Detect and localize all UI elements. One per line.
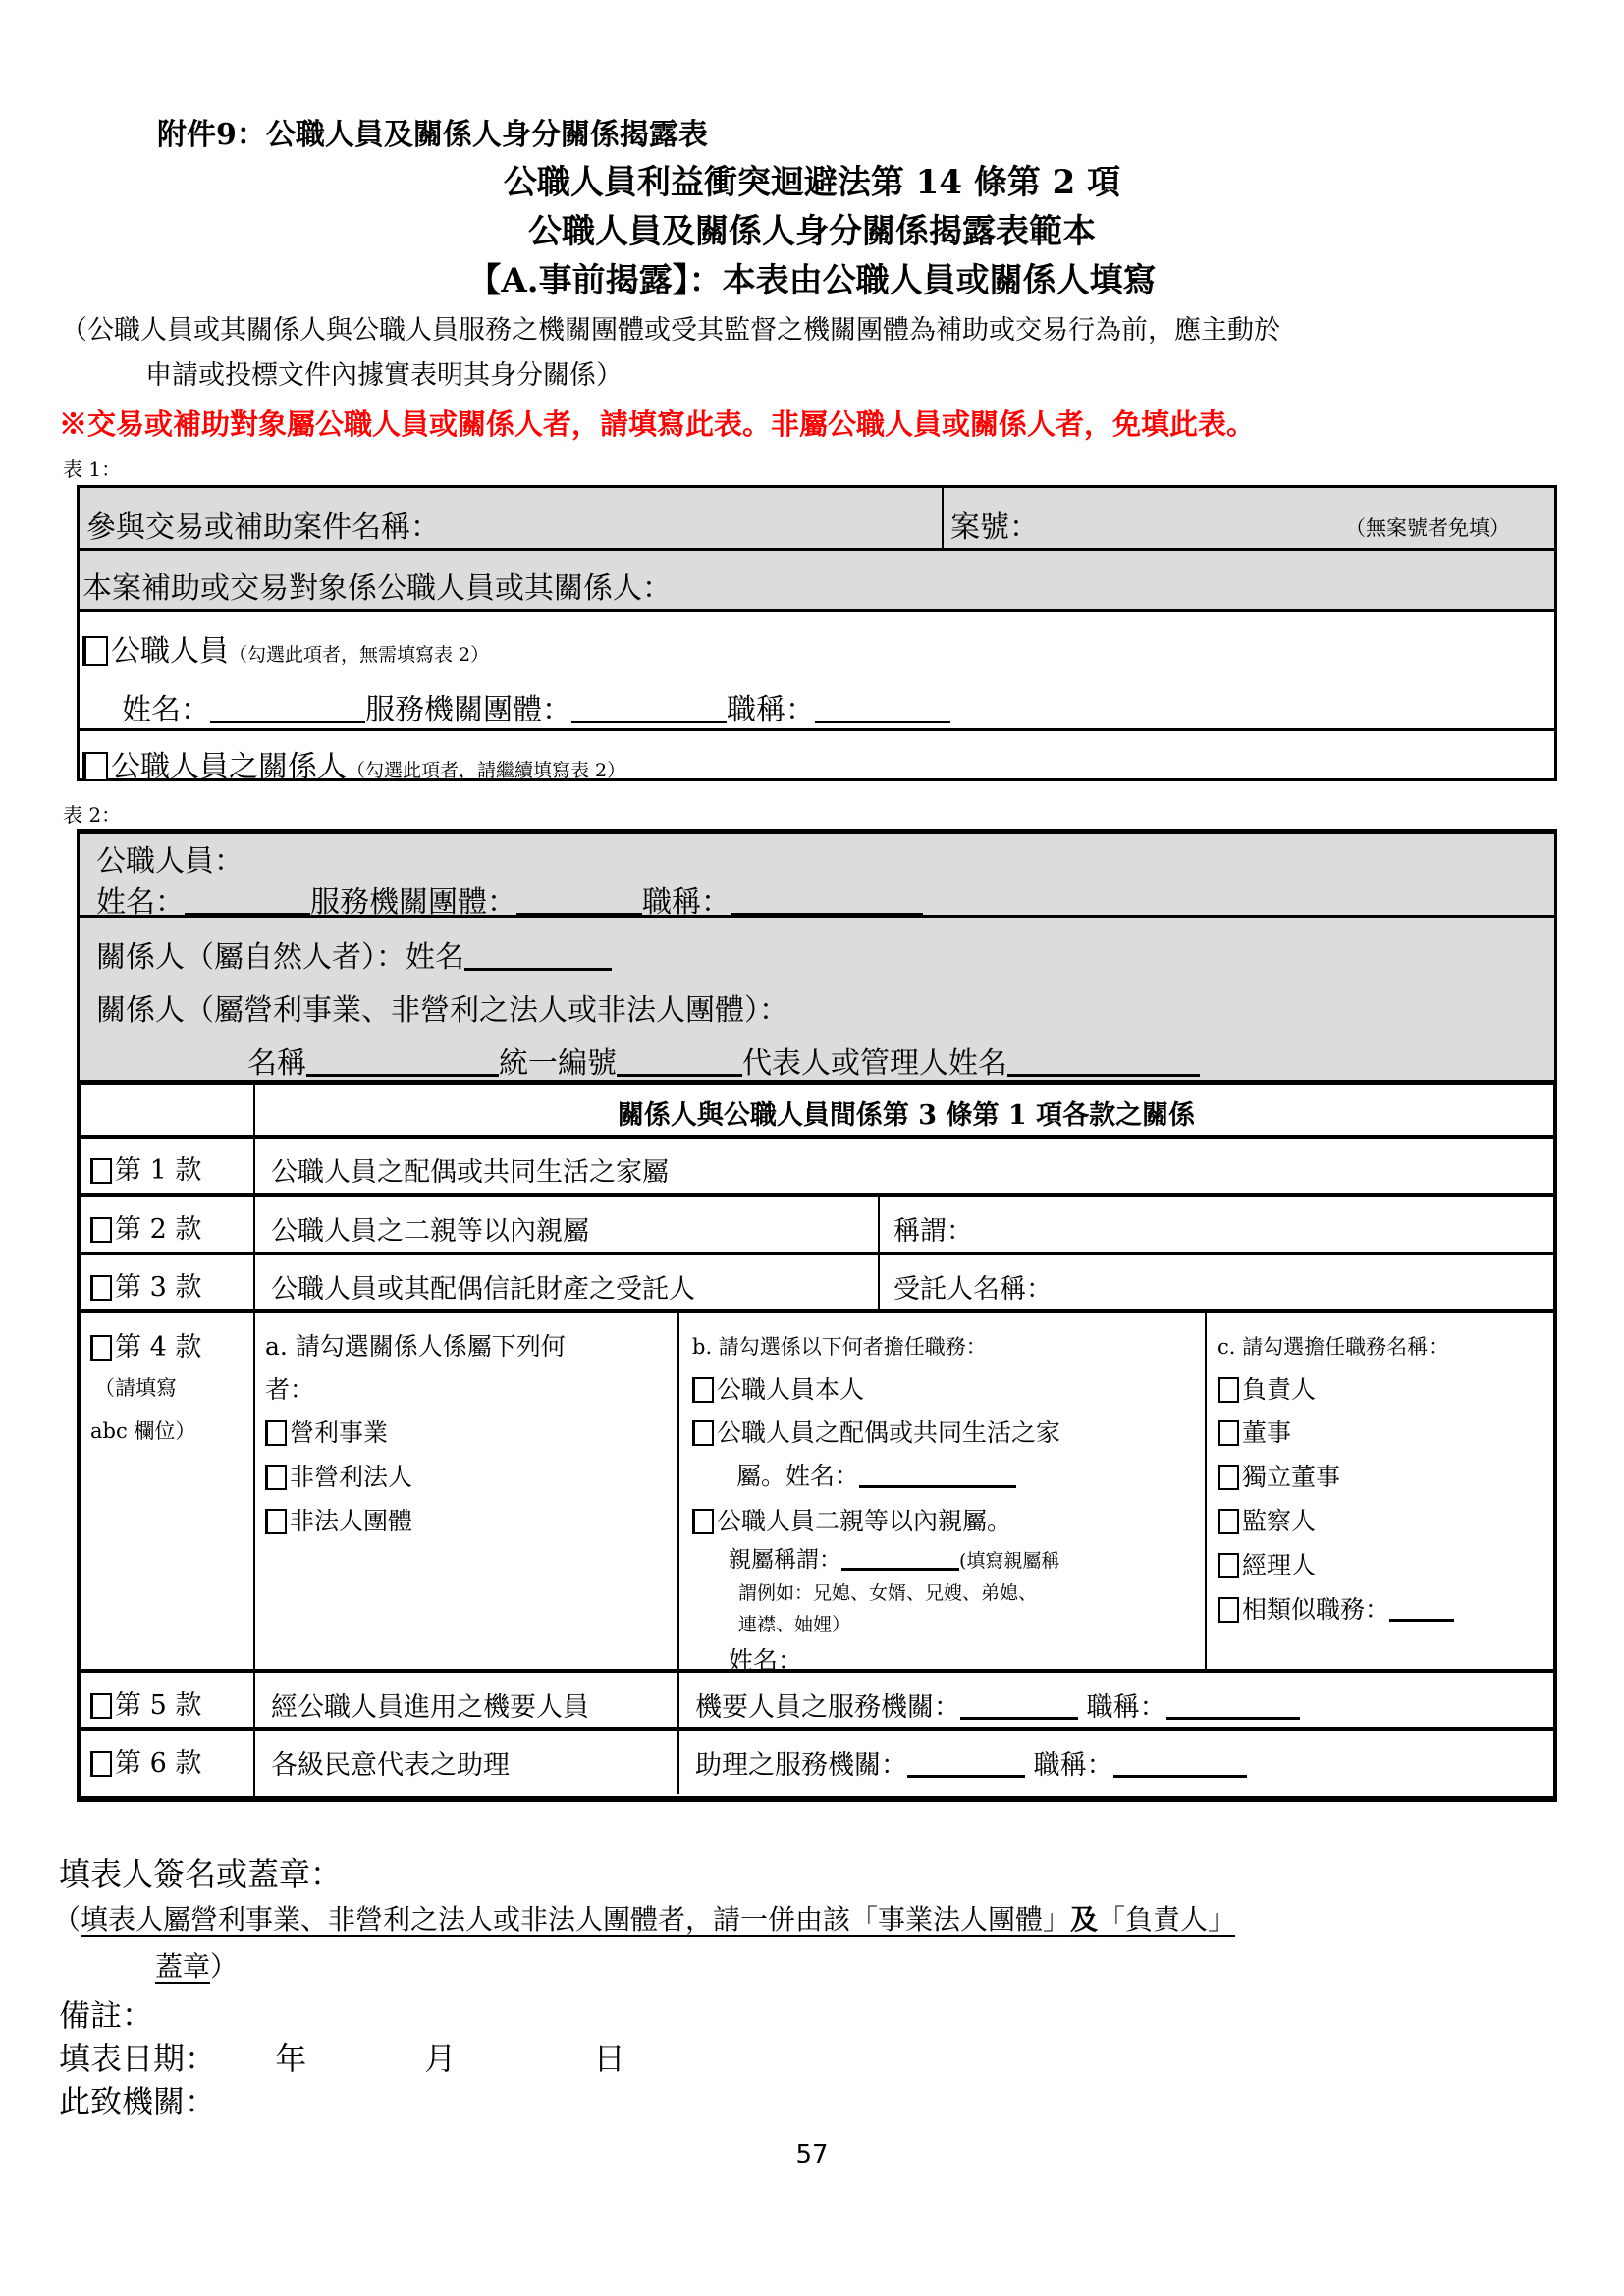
official-title-label: 職稱：	[727, 693, 815, 727]
col-b-option-self[interactable]	[692, 1370, 864, 1406]
col-a-title: a. 請勾選關係人係屬下列何	[265, 1332, 566, 1361]
col-a-title-2: 者：	[265, 1375, 315, 1404]
clause-4-checkbox[interactable]	[90, 1335, 112, 1361]
col-c-option-supervisor[interactable]	[1218, 1502, 1316, 1537]
option-related[interactable]	[82, 742, 625, 785]
kin-hint-2: 謂例如：兄媳、女婿、兄嫂、弟媳、	[738, 1582, 1038, 1604]
official-name-input[interactable]	[185, 890, 310, 916]
clause-5-agency-input[interactable]	[960, 1694, 1078, 1720]
subject-label: 本案補助或交易對象係公職人員或其關係人：	[82, 571, 672, 606]
checkbox[interactable]	[265, 1420, 287, 1446]
relative-name-label: 姓名：	[729, 1646, 803, 1675]
month-label: 月	[424, 2040, 457, 2077]
official-title-input[interactable]	[815, 698, 950, 723]
case-number-field[interactable]: 案號：	[950, 510, 1039, 545]
divider	[942, 488, 944, 549]
clause-5-title-input[interactable]	[1166, 1694, 1300, 1720]
org-info-row	[247, 1039, 1200, 1082]
option-label: 董事	[1242, 1418, 1292, 1447]
checkbox[interactable]	[692, 1420, 714, 1446]
checkbox[interactable]	[1218, 1465, 1239, 1490]
clause-6-title-label: 職稱：	[1033, 1750, 1113, 1781]
table1-label: 表 1：	[63, 457, 122, 481]
official-agency-input[interactable]	[516, 890, 642, 916]
clause-1[interactable]	[90, 1148, 201, 1187]
checkbox[interactable]	[1218, 1597, 1239, 1623]
official-agency-label: 服務機關團體：	[365, 693, 571, 727]
org-name-input[interactable]	[306, 1051, 499, 1077]
clause-1-checkbox[interactable]	[90, 1158, 112, 1184]
clause-1-desc: 公職人員之配偶或共同生活之家屬	[271, 1157, 669, 1188]
signature-note-and: 及	[1070, 1903, 1099, 1936]
checkbox[interactable]	[1218, 1377, 1239, 1403]
official-label: 公職人員	[111, 634, 229, 668]
clause-2-desc: 公職人員之二親等以內親屬	[271, 1216, 589, 1247]
official-details	[122, 685, 950, 728]
divider	[77, 1135, 1557, 1139]
relative-name-input[interactable]	[802, 1647, 967, 1673]
col-b-kin-title	[729, 1541, 1059, 1574]
clause-5-label: 第 5 款	[115, 1690, 202, 1721]
org-name-label: 名稱	[247, 1046, 306, 1081]
official-name-input[interactable]	[210, 698, 365, 723]
paren-open: （	[53, 1903, 81, 1936]
signature-note-stamp: 蓋章	[155, 1950, 211, 1983]
col-c-option-similar[interactable]	[1218, 1590, 1454, 1626]
natural-person-row	[96, 933, 612, 976]
checkbox[interactable]	[692, 1509, 714, 1534]
table2-label: 表 2：	[63, 803, 122, 827]
clause-4-note: （請填寫	[94, 1376, 177, 1400]
clause-5[interactable]	[90, 1683, 201, 1722]
clause-4[interactable]	[90, 1325, 201, 1363]
related-hint: （勾選此項者，請繼續填寫表 2）	[347, 760, 626, 781]
col-a-option-nonprofit[interactable]	[265, 1458, 412, 1493]
divider	[77, 1309, 1557, 1313]
divider	[77, 728, 1557, 731]
option-label: 監察人	[1242, 1507, 1317, 1535]
org-rep-label: 代表人或管理人姓名	[742, 1046, 1007, 1081]
official-title-input[interactable]	[731, 890, 923, 916]
divider	[677, 1311, 679, 1794]
clause-6-label: 第 6 款	[115, 1748, 202, 1779]
org-id-input[interactable]	[617, 1051, 742, 1077]
option-label: 營利事業	[290, 1418, 389, 1447]
col-c-option-manager[interactable]	[1218, 1546, 1316, 1581]
clause-5-title-label: 職稱：	[1086, 1692, 1166, 1723]
official-agency-input[interactable]	[571, 698, 727, 723]
divider	[77, 1252, 1557, 1255]
checkbox[interactable]	[1218, 1509, 1239, 1534]
clause-3-label: 第 3 款	[115, 1272, 202, 1303]
col-c-title: c. 請勾選擔任職務名稱：	[1218, 1335, 1449, 1359]
signature-label: 填表人簽名或蓋章：	[59, 1855, 343, 1893]
col-b-title: b. 請勾選係以下何者擔任職務：	[692, 1335, 987, 1359]
kin-label: 親屬稱謂：	[729, 1547, 841, 1573]
org-label: 關係人（屬營利事業、非營利之法人或非法人團體）：	[96, 993, 788, 1028]
case-number-hint: （無案號者免填）	[1345, 516, 1510, 540]
option-label: 獨立董事	[1242, 1463, 1341, 1491]
option-label: 負責人	[1242, 1375, 1317, 1404]
option-label: 相類似職務：	[1242, 1595, 1390, 1624]
signature-note	[53, 1898, 1235, 1938]
clause-4-label: 第 4 款	[115, 1332, 202, 1362]
official-info-row	[96, 878, 923, 921]
clause-3-desc: 公職人員或其配偶信託財產之受託人	[271, 1274, 695, 1305]
year-label: 年	[275, 2040, 307, 2077]
clause-6-title-input[interactable]	[1113, 1752, 1247, 1778]
col-b-option-spouse[interactable]	[692, 1414, 1060, 1449]
org-id-label: 統一編號	[499, 1046, 617, 1081]
clause-2-checkbox[interactable]	[90, 1217, 112, 1243]
col-a-option-for-profit[interactable]	[265, 1414, 388, 1449]
checkbox[interactable]	[1218, 1420, 1239, 1446]
col-c-option-director[interactable]	[1218, 1414, 1291, 1449]
col-a-option-unincorporated[interactable]	[265, 1502, 412, 1537]
clause-5-agency-label: 機要人員之服務機關：	[695, 1692, 960, 1723]
option-label: 經理人	[1242, 1551, 1317, 1579]
natural-person-name-input[interactable]	[464, 945, 612, 971]
clause-6-desc: 各級民意代表之助理	[271, 1750, 510, 1781]
signature-note-text: 填表人屬營利事業、非營利之法人或非法人團體者，請一併由該「事業法人團體」	[81, 1903, 1071, 1936]
date-row	[59, 2034, 625, 2079]
clause-6-agency-label: 助理之服務機關：	[695, 1750, 907, 1781]
date-label: 填表日期：	[59, 2040, 217, 2077]
similar-position-input[interactable]	[1389, 1596, 1454, 1622]
option-official[interactable]	[82, 626, 489, 669]
clause-5-desc: 經公職人員進用之機要人員	[271, 1692, 589, 1723]
spouse-name-label: 屬。姓名：	[736, 1462, 860, 1490]
clause-3-trustee-field[interactable]: 受託人名稱：	[893, 1274, 1053, 1305]
divider	[1205, 1311, 1207, 1671]
option-label: 公職人員本人	[717, 1375, 865, 1404]
case-name-field[interactable]: 參與交易或補助案件名稱：	[86, 510, 440, 545]
related-checkbox[interactable]	[82, 752, 108, 781]
col-b-option-relative[interactable]	[692, 1502, 1011, 1537]
checkbox[interactable]	[265, 1509, 287, 1534]
name-label: 姓名：	[96, 885, 185, 920]
spouse-name-input[interactable]	[859, 1463, 1016, 1488]
signature-note-cont	[155, 1946, 238, 1985]
related-label: 公職人員之關係人	[111, 750, 347, 784]
kin-hint-3: 連襟、妯娌）	[738, 1614, 851, 1635]
option-label: 公職人員二親等以內親屬。	[717, 1507, 1012, 1535]
title-label: 職稱：	[642, 885, 731, 920]
clause-5-checkbox[interactable]	[90, 1693, 112, 1719]
checkbox[interactable]	[692, 1377, 714, 1403]
checkbox[interactable]	[265, 1465, 287, 1490]
clause-4-note-2: abc 欄位）	[90, 1419, 196, 1443]
col-b-relative-name	[729, 1641, 967, 1677]
agency-label: 服務機關團體：	[310, 885, 516, 920]
explanation-line-2: 申請或投標文件內據實表明其身分關係）	[145, 360, 623, 391]
clause-6-checkbox[interactable]	[90, 1751, 112, 1777]
col-c-option-principal[interactable]	[1218, 1370, 1316, 1406]
attachment-title: 附件9：公職人員及關係人身分關係揭露表	[157, 118, 708, 152]
official-checkbox[interactable]	[82, 636, 108, 666]
clause-3-checkbox[interactable]	[90, 1275, 112, 1301]
kin-hint: (填寫親屬稱	[959, 1550, 1060, 1572]
to-agency-label: 此致機關：	[59, 2083, 217, 2120]
clause-6-fields	[695, 1743, 1247, 1782]
remarks-label: 備註：	[59, 1997, 154, 2034]
divider	[77, 1727, 1557, 1731]
clause-2[interactable]	[90, 1207, 201, 1246]
clause-2-label: 第 2 款	[115, 1214, 202, 1245]
option-label: 非法人團體	[290, 1507, 413, 1535]
org-rep-input[interactable]	[1007, 1051, 1200, 1077]
col-b-spouse-name	[736, 1457, 1016, 1492]
kin-title-input[interactable]	[841, 1549, 959, 1571]
clause-6[interactable]	[90, 1741, 201, 1780]
clause-1-label: 第 1 款	[115, 1155, 202, 1186]
clause-2-title-field[interactable]: 稱謂：	[893, 1216, 973, 1247]
option-label: 非營利法人	[290, 1463, 413, 1491]
law-title: 公職人員利益衝突迴避法第 14 條第 2 項	[503, 163, 1121, 202]
paren-close: ）	[210, 1950, 239, 1983]
option-label: 公職人員之配偶或共同生活之家	[717, 1418, 1061, 1447]
official-label: 公職人員：	[96, 844, 244, 879]
checkbox[interactable]	[1218, 1553, 1239, 1578]
form-title: 公職人員及關係人身分關係揭露表範本	[528, 212, 1096, 251]
clause-3[interactable]	[90, 1265, 201, 1304]
official-hint: （勾選此項者，無需填寫表 2）	[229, 644, 490, 666]
divider	[77, 609, 1557, 612]
relation-header: 關係人與公職人員間係第 3 條第 1 項各款之關係	[617, 1100, 1196, 1131]
clause-6-agency-input[interactable]	[907, 1752, 1025, 1778]
natural-person-label: 關係人（屬自然人者）：姓名	[96, 940, 464, 975]
section-title: 【A.事前揭露】：本表由公職人員或關係人填寫	[467, 261, 1157, 300]
signature-note-principal: 「負責人」	[1098, 1903, 1236, 1936]
col-c-option-independent-director[interactable]	[1218, 1458, 1340, 1493]
explanation-line-1: （公職人員或其關係人與公職人員服務之機關團體或受其監督之機關團體為補助或交易行為前，應主動於	[61, 315, 1280, 346]
page-number: 57	[795, 2140, 829, 2169]
divider	[77, 1193, 1557, 1197]
day-label: 日	[593, 2040, 625, 2077]
official-name-label: 姓名：	[122, 693, 210, 727]
clause-5-fields	[695, 1685, 1300, 1724]
divider	[253, 1083, 255, 1797]
warning-notice: ※交易或補助對象屬公職人員或關係人者，請填寫此表。非屬公職人員或關係人者，免填此表。	[59, 407, 1256, 441]
divider	[77, 548, 1557, 551]
divider	[878, 1195, 880, 1312]
